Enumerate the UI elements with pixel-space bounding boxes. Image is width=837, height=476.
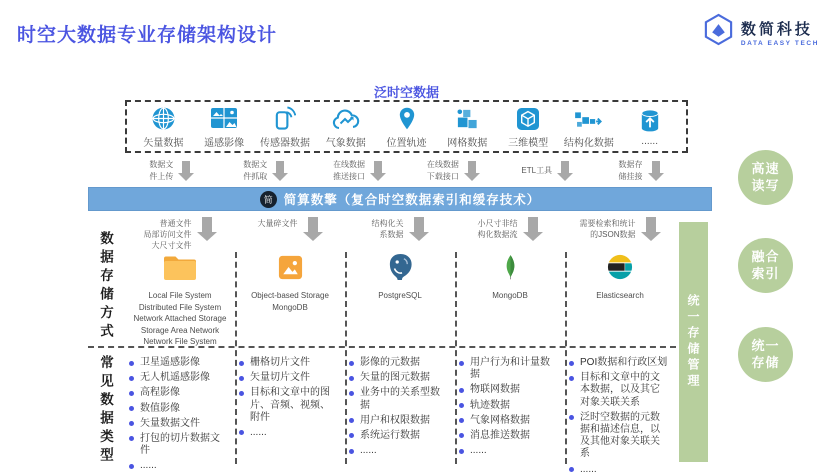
ingest-arrows-row: [125, 155, 688, 186]
storage-system: [455, 251, 565, 348]
pan-data-item: [255, 105, 316, 149]
pan-data-item: [315, 105, 376, 149]
pan-data-item-label: 遥感影像: [204, 137, 245, 149]
image-tiles-icon: [210, 105, 238, 131]
data-type-item: 打包的切片数据文件: [129, 433, 228, 457]
data-type-item: 气象网格数据: [459, 415, 558, 427]
benefit-badge-line: 索引: [751, 265, 780, 281]
data-type-item: ......: [349, 445, 448, 457]
storage-system-names: PostgreSQL: [378, 291, 422, 300]
storage-system: [345, 251, 455, 348]
logo-tagline: DATA EASY TECH: [740, 39, 819, 47]
structured-blocks-icon: [574, 105, 603, 131]
storage-system-names: MongoDB: [492, 291, 528, 300]
pan-data-item-label: 传感器数据: [259, 137, 310, 149]
logo-cube-icon: [702, 13, 735, 51]
data-type-item: 用户行为和计量数据: [459, 357, 558, 381]
row-label-data-types: 常见数据类型: [98, 355, 113, 466]
pan-data-item: [437, 105, 498, 149]
data-type-list: [565, 352, 675, 476]
pan-data-item-label: 三维模型: [508, 137, 549, 149]
elasticsearch-icon: [565, 251, 675, 283]
data-type-item: ......: [569, 464, 668, 476]
storage-systems-row: [125, 251, 675, 348]
ingest-channel: [594, 155, 688, 186]
pan-data-item-label: 气象数据: [325, 137, 366, 149]
cloud-icon: [331, 105, 361, 131]
data-type-item: 矢量的图元数据: [349, 372, 448, 384]
data-type-item: 高程影像: [129, 387, 228, 399]
location-pin-icon: [398, 105, 416, 131]
page-title: 时空大数据专业存储架构设计: [17, 25, 278, 46]
data-type-item: 无人机遥感影像: [129, 372, 228, 384]
postgresql-icon: [345, 251, 455, 283]
pan-data-title: 泛时空数据: [373, 85, 439, 100]
column-flow: [455, 217, 565, 252]
down-arrow-icon: [641, 217, 661, 241]
pan-data-item: [498, 105, 559, 149]
data-type-item: ......: [459, 445, 558, 457]
column-flow-label: 需要检索和统计 的JSON数据: [579, 219, 636, 240]
data-type-item: 卫星遥感影像: [129, 357, 228, 369]
pan-data-item-label: 网格数据: [447, 137, 488, 149]
data-type-item: 轨迹数据: [459, 400, 558, 412]
pan-data-item: [133, 105, 194, 149]
storage-system-names: Object-based Storage MongoDB: [251, 291, 329, 312]
ingest-channel-label: ETL工具: [521, 165, 553, 175]
pan-data-item: [558, 105, 619, 149]
data-type-list: [125, 352, 235, 476]
sensor-icon: [273, 105, 296, 131]
down-arrow-icon: [557, 161, 573, 181]
ingest-channel-label: 在线数据 推送接口: [333, 160, 366, 181]
column-flow-label: 小尺寸非结 构化数据流: [477, 219, 518, 240]
down-arrow-icon: [178, 161, 194, 181]
object-storage-icon: [235, 251, 345, 283]
company-logo: [702, 13, 819, 51]
storage-system-names: Local File System Distributed File System Network Attached Storage Storage Area Network Network File System: [133, 291, 227, 347]
data-types-row: [125, 352, 675, 476]
data-type-item: 物联网数据: [459, 384, 558, 396]
data-type-item: 用户和权限数据: [349, 415, 448, 427]
pan-data-item-label: 矢量数据: [143, 137, 184, 149]
column-flow-label: 大量碎文件: [257, 219, 298, 228]
down-arrow-icon: [272, 161, 288, 181]
storage-system: [235, 251, 345, 348]
cube-3d-icon: [516, 105, 540, 131]
down-arrow-icon: [648, 161, 664, 181]
row-label-storage-methods: 数据存储方式: [98, 231, 113, 342]
data-type-item: 栅格切片文件: [239, 357, 338, 369]
unified-storage-bar-label: 统一存储管理: [686, 294, 700, 390]
pan-data-item: [376, 105, 437, 149]
ingest-channel-label: 数据文 件抓取: [243, 160, 268, 181]
engine-bar-label: 简算数擎（复合时空数据索引和缓存技术）: [283, 193, 541, 207]
benefit-badge-line: 存储: [751, 354, 780, 370]
down-arrow-icon: [409, 217, 429, 241]
data-type-item: 目标和文章中的文本数据，以及其它对象关联关系: [569, 372, 668, 409]
logo-text: [741, 18, 819, 47]
pan-data-item-label: 结构化数据: [563, 137, 614, 149]
data-type-item: 影像的元数据: [349, 357, 448, 369]
storage-flow-row: [125, 217, 675, 252]
down-arrow-icon: [370, 161, 386, 181]
pan-data-item-label: 位置轨迹: [386, 137, 427, 149]
logo-name: 数简科技: [740, 20, 813, 38]
column-flow: [345, 217, 455, 252]
column-flow: [125, 217, 235, 252]
data-type-item: 泛时空数据的元数据和描述信息，以及其他对象关联关系: [569, 412, 668, 461]
globe-icon: [151, 105, 176, 131]
data-type-item: 消息推送数据: [459, 430, 558, 442]
pan-data-box: [125, 100, 688, 153]
data-type-item: ......: [129, 460, 228, 472]
data-type-item: POI数据和行政区划: [569, 357, 668, 369]
storage-system: [565, 251, 675, 348]
pan-data-item: [619, 107, 680, 147]
data-type-item: 数值影像: [129, 403, 228, 415]
data-type-item: 矢量切片文件: [239, 372, 338, 384]
benefit-badge: [738, 327, 793, 382]
folder-icon: [125, 251, 235, 283]
data-type-item: 矢量数据文件: [129, 418, 228, 430]
benefit-badge: [738, 150, 793, 205]
grid-cubes-icon: [455, 105, 480, 131]
ingest-channel: [313, 155, 407, 186]
column-flow: [565, 217, 675, 252]
data-type-item: 系统运行数据: [349, 430, 448, 442]
ingest-channel: [219, 155, 313, 186]
storage-system: [125, 251, 235, 348]
unified-storage-bar: [679, 222, 708, 462]
pan-data-item: [194, 105, 255, 149]
database-icon: [640, 107, 660, 133]
pan-data-item-label: ......: [641, 135, 658, 147]
down-arrow-icon: [464, 161, 480, 181]
column-flow-label: 结构化关 系数据: [371, 219, 404, 240]
ingest-channel: [406, 155, 500, 186]
ingest-channel: [500, 155, 594, 186]
ingest-channel-label: 数据存 储挂接: [618, 160, 643, 181]
benefit-badge: [738, 238, 793, 293]
ingest-channel-label: 在线数据 下载接口: [426, 160, 459, 181]
data-type-list: [455, 352, 565, 476]
down-arrow-icon: [303, 217, 323, 241]
benefit-badges: [738, 150, 794, 383]
benefit-badge-line: 高速: [751, 161, 780, 177]
data-type-list: [235, 352, 345, 476]
data-type-item: 业务中的关系型数据: [349, 387, 448, 411]
data-type-item: ......: [239, 427, 338, 439]
section-divider: [88, 346, 676, 348]
engine-bar: [88, 187, 712, 211]
engine-logo-icon: 简: [260, 191, 277, 208]
column-flow: [235, 217, 345, 252]
data-type-list: [345, 352, 455, 476]
ingest-channel-label: 数据文 件上传: [149, 160, 174, 181]
mongodb-leaf-icon: [455, 251, 565, 283]
column-flow-label: 普通文件 局部访问文件 大尺寸文件: [143, 219, 192, 251]
benefit-badge-line: 统一: [751, 338, 780, 354]
storage-system-names: Elasticsearch: [596, 291, 644, 300]
down-arrow-icon: [197, 217, 217, 241]
benefit-badge-line: 融合: [751, 249, 780, 265]
data-type-item: 目标和文章中的图片、音频、视频、附件: [239, 387, 338, 424]
ingest-channel: [125, 155, 219, 186]
down-arrow-icon: [523, 217, 543, 241]
benefit-badge-line: 读写: [751, 177, 780, 193]
